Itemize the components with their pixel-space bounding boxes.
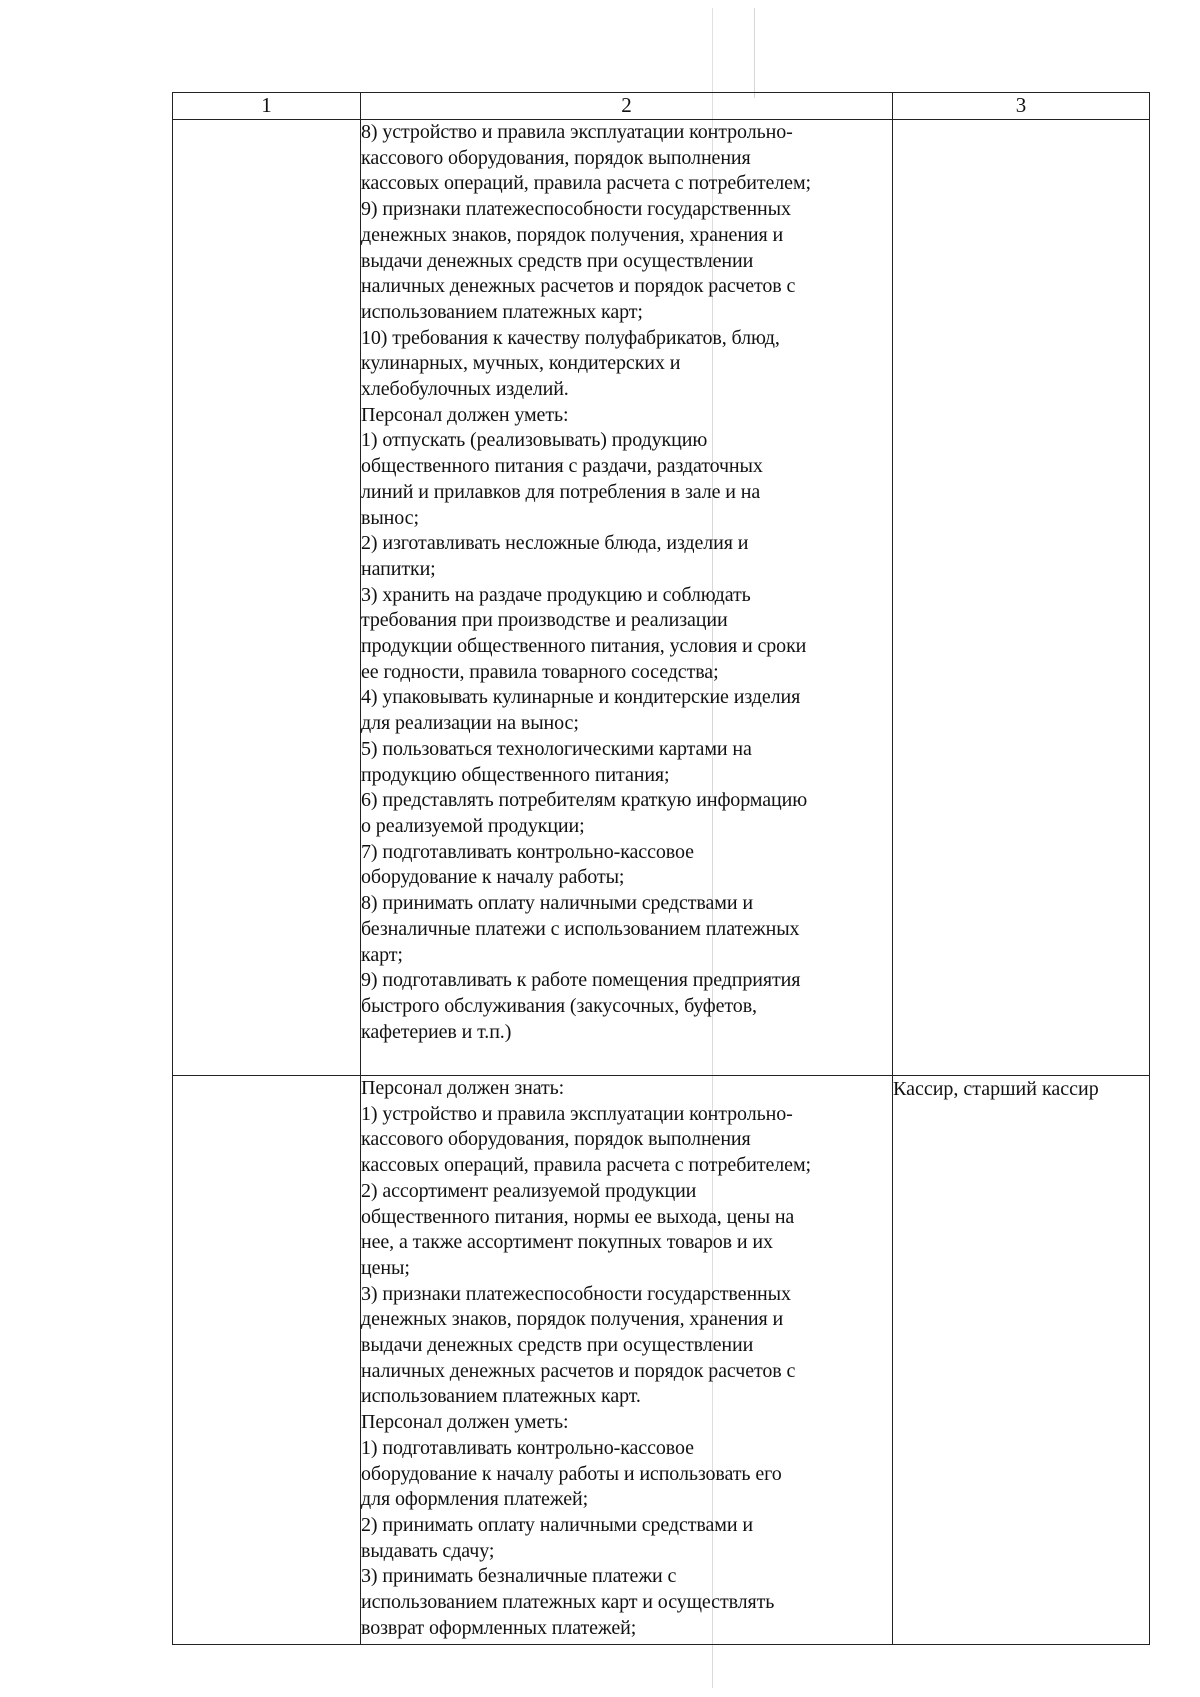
text-line: продукции общественного питания, условия и сроки xyxy=(361,635,807,658)
text-line: кассовых операций, правила расчета с потребителем; xyxy=(361,172,811,195)
table-row xyxy=(173,120,1150,1076)
text-line: 3) признаки платежеспособности государственных xyxy=(361,1282,791,1305)
text-line: 4) упаковывать кулинарные и кондитерские изделия xyxy=(361,686,801,709)
text-line: вынос; xyxy=(361,506,419,529)
table-row xyxy=(173,1076,1150,1645)
row2-col2-cell xyxy=(361,1076,893,1645)
text-line: оборудование к началу работы и использовать его xyxy=(361,1462,782,1485)
text-line: для оформления платежей; xyxy=(361,1488,589,1511)
text-line: безналичные платежи с использованием платежных xyxy=(361,917,800,940)
text-line: карт; xyxy=(361,943,403,966)
text-line: наличных денежных расчетов и порядок расчетов с xyxy=(361,1359,796,1382)
row2-text-lines xyxy=(361,1076,892,1641)
text-line: использованием платежных карт. xyxy=(361,1385,641,1408)
text-line: напитки; xyxy=(361,557,436,580)
text-line: Персонал должен уметь: xyxy=(361,403,569,426)
text-line: хлебобулочных изделий. xyxy=(361,378,569,401)
text-line: выдачи денежных средств при осуществлении xyxy=(361,249,754,272)
row1-col3-cell xyxy=(893,120,1150,1076)
text-line: 10) требования к качеству полуфабрикатов, блюд, xyxy=(361,326,780,349)
header-cell-3: 3 xyxy=(893,93,1150,120)
text-line: 8) устройство и правила эксплуатации контрольно- xyxy=(361,121,793,143)
header-cell-1: 1 xyxy=(173,93,361,120)
text-line: кулинарных, мучных, кондитерских и xyxy=(361,352,681,375)
text-line: 1) устройство и правила эксплуатации контрольно- xyxy=(361,1102,793,1125)
text-line: 3) хранить на раздаче продукцию и соблюдать xyxy=(361,583,751,606)
text-line: о реализуемой продукции; xyxy=(361,814,585,837)
text-line: 2) ассортимент реализуемой продукции xyxy=(361,1179,697,1202)
text-line: цены; xyxy=(361,1256,410,1279)
text-line: денежных знаков, порядок получения, хранения и xyxy=(361,223,784,246)
text-line: оборудование к началу работы; xyxy=(361,866,625,889)
text-line: 2) изготавливать несложные блюда, изделия и xyxy=(361,532,749,555)
text-line: Персонал должен знать: xyxy=(361,1077,565,1099)
text-line: кассовых операций, правила расчета с потребителем; xyxy=(361,1154,811,1177)
text-line: 1) отпускать (реализовывать) продукцию xyxy=(361,429,708,452)
text-line: денежных знаков, порядок получения, хранения и xyxy=(361,1308,784,1331)
text-line: использованием платежных карт и осуществлять xyxy=(361,1591,775,1614)
text-line: продукцию общественного питания; xyxy=(361,763,670,786)
row2-col1-cell xyxy=(173,1076,361,1645)
text-line: Персонал должен уметь: xyxy=(361,1411,569,1434)
text-line: 1) подготавливать контрольно-кассовое xyxy=(361,1436,694,1459)
text-line: нее, а также ассортимент покупных товаров и их xyxy=(361,1231,773,1254)
text-line: линий и прилавков для потребления в зале и на xyxy=(361,480,761,503)
table-header-row xyxy=(173,93,1150,120)
row1-col2-cell xyxy=(361,120,893,1076)
row1-col1-cell xyxy=(173,120,361,1076)
text-line: 5) пользоваться технологическими картами на xyxy=(361,737,752,760)
text-line: кассового оборудования, порядок выполнения xyxy=(361,1128,751,1151)
text-line: 8) принимать оплату наличными средствами и xyxy=(361,892,753,915)
text-line: общественного питания с раздачи, раздаточных xyxy=(361,455,763,478)
text-line: возврат оформленных платежей; xyxy=(361,1616,637,1639)
text-line: использованием платежных карт; xyxy=(361,300,643,323)
header-cell-2: 2 xyxy=(361,93,893,120)
row2-col3-cell: Кассир, старший кассир xyxy=(893,1076,1150,1645)
text-line: общественного питания, нормы ее выхода, цены на xyxy=(361,1205,795,1228)
text-line: требования при производстве и реализации xyxy=(361,609,728,632)
text-line: ее годности, правила товарного соседства; xyxy=(361,660,719,683)
text-line: кассового оборудования, порядок выполнения xyxy=(361,146,751,169)
text-line: выдачи денежных средств при осуществлении xyxy=(361,1334,754,1357)
qualification-table xyxy=(172,92,1150,1645)
row1-text-lines xyxy=(361,120,892,1045)
text-line: кафетериев и т.п.) xyxy=(361,1020,512,1043)
text-line: 9) подготавливать к работе помещения предприятия xyxy=(361,969,801,992)
text-line: выдавать сдачу; xyxy=(361,1539,495,1562)
text-line: 7) подготавливать контрольно-кассовое xyxy=(361,840,694,863)
text-line: 6) представлять потребителям краткую информацию xyxy=(361,789,808,812)
text-line: быстрого обслуживания (закусочных, буфетов, xyxy=(361,994,757,1017)
text-line: 3) принимать безналичные платежи с xyxy=(361,1565,677,1588)
text-line: для реализации на вынос; xyxy=(361,712,579,735)
text-line: 2) принимать оплату наличными средствами и xyxy=(361,1513,753,1536)
text-line: 9) признаки платежеспособности государственных xyxy=(361,198,791,221)
scan-artifact-line xyxy=(754,8,755,98)
text-line: наличных денежных расчетов и порядок расчетов с xyxy=(361,275,796,298)
